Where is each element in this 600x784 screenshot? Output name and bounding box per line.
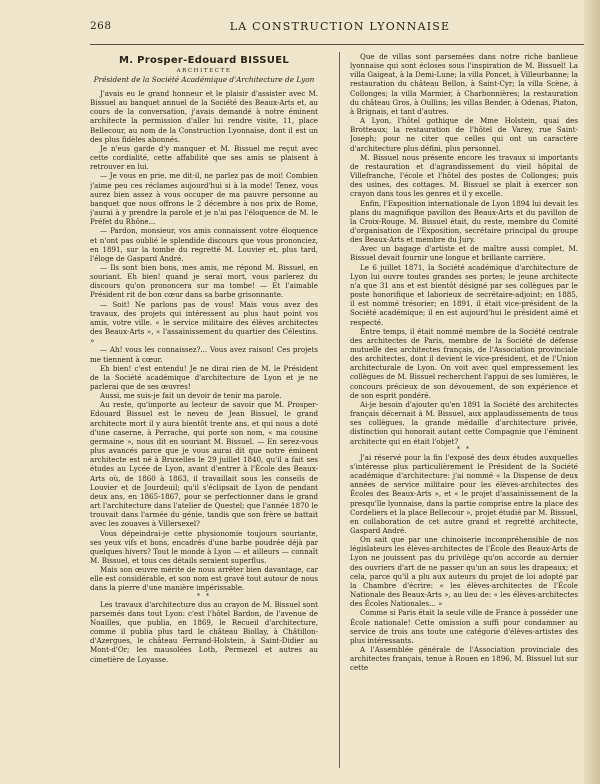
paragraph: Aussi, me suis-je fait un devoir de tenir ma parole. [100,391,282,401]
column-divider [339,52,340,768]
paragraph: A Lyon, l'hôtel gothique de Mme Holstein, quai des Brotteaux; la restauration de l'hôtel de Varey, rue Saint-Joseph; pour ne citer que celles qui ont un caractère d'architecture plus défini, plus personnel. [350,116,578,153]
paragraph: A l'Assemblée générale de l'Association provinciale des architectes français, tenue à Rouen en 1896, M. Bissuel lut sur cette [350,645,578,673]
header-rule [90,44,586,45]
section-separator: * * [197,592,211,600]
paragraph: — Je vous en prie, me dit-il, ne parlez pas de moi! Combien j'aime peu ces réclames aujourd'hui si à la mode! Tenez, vous aurez bien assez à vous occuper de ma pauvre personne au banquet que nous offrons le 2 décembre à nos prix de Rome, j'aurai à y prendre la parole et je n'ai pas l'éloquence de M. le Préfet du Rhône... [90,171,318,227]
paragraph: Mais son œuvre mérite de nous arrêter bien davantage, car elle est considérable, et son nom est gravé tout autour de nous dans la pierre d'une manière impérissable. [90,565,318,593]
article-role: Président de la Société Académique d'Architecture de Lyon [93,75,315,84]
paragraph: J'ai réservé pour la fin l'exposé des deux études auxquelles s'intéresse plus particulièrement le Président de la Société académique d'architecture: j'ai nommé « la Dispense de deux années de service militaire pour les élèves-architectes des Écoles des Beaux-Arts », et « le projet d'assainissement de la presqu'île lyonnaise, dans la partie comprise entre la place des Cordeliers et la place Bellecour », projet étudié par M. Bissuel, en collaboration de cet autre grand et regretté architecte, Gaspard André. [350,452,578,535]
page-header [90,20,590,40]
paragraph: M. Bissuel nous présente encore les travaux si importants de restauration et d'agrandissement du vieil hôpital de Villefranche, l'école et l'hôtel des postes de Collonges; puis des usines, des cottages. M. Bissuel se plait à exercer son crayon dans tous les genres et il y excelle. [350,152,578,199]
left-column [90,52,318,772]
article-title: M. Prosper-Edouard BISSUEL [118,55,290,66]
paragraph: — Ah! vous les connaissez?... Vous avez raison! Ces projets me tiennent à cœur. [90,345,318,364]
paragraph: Avec un bagage d'artiste et de maître aussi complet, M. Bissuel devait fournir une longue et brillante carrière. [350,244,578,263]
paragraph: Comme si Paris était la seule ville de France à posséder une École nationale! Cette omission a suffi pour condamner au service de trois ans toute une catégorie d'élèves-artistes des plus intéressants. [350,608,578,645]
paragraph: — Soit! Ne parlons pas de vous! Mais vous avez des travaux, des projets qui intéressent au plus haut point vos amis, votre ville. « le service militaire des élèves architectes des Beaux-Arts », « l'assainissement du quartier des Célestins. » [90,299,318,346]
right-column [350,52,578,772]
paragraph: Entre temps, il était nommé membre de la Société centrale des architectes de Paris, membre de la Société de défense mutuelle des architectes français, de l'Association provinciale des architectes, dont il devient le vice-président, et de l'Union architecturale de Lyon. On voit avec quel empressement les collègues de M. Bissuel recherchent l'appui de ses lumières, le concours précieux de son dévouement, de son expérience et de son esprit pondéré. [350,326,578,400]
paragraph: Que de villas sont parsemées dans notre riche banlieue lyonnaise qui sont écloses sous l'inspiration de M. Bissuel! La villa Gaigeat, à la Demi-Lune; la villa Poncet, à Villeurbanne; la restauration du château Bellon, à Saint-Cyr; la villa Scène, à Collonges; la villa Marmier, à Charbonnières; la restauration du château Gros, à Oullins; les villas Bender, à Odenas, Piaton, à Brignais, et tant d'autres. [350,52,578,116]
paragraph: Au reste, qu'importe au lecteur de savoir que M. Prosper-Edouard Bissuel est le neveu de Jean Bissuel, le grand architecte mort il y aura bientôt trente ans, et qui nous a doté d'une caserne, à Perrache, qui porte son nom, « ma cousine germaine », nous dit en souriant M. Bissuel. — En serez-vous plus avancés parce que je vous aurai dit que notre éminent architecte est né à Bruxelles le 29 juillet 1840, qu'il a fait ses études au Lycée de Lyon, avant d'entrer à l'École des Beaux-Arts où, de 1860 à 1863, il travaillait sous les conseils de Louvier et de Jourdeuil; qu'il s'éclipsait de Lyon de pendant deux ans, en 1865-1867, pour se perfectionner dans le grand art l'architecture dans l'atelier de Questel; que l'année 1870 le trouvait dans l'armée du génie, tandis que son frère se battait avec les zouaves à Villersexel? [90,400,318,529]
paragraph: Les travaux d'architecture dus au crayon de M. Bissuel sont parsemés dans tout Lyon: c'est l'hôtel Bardon, de l'avenue de Noailles, que publia, en 1869, le Recueil d'architecture, comme il publia plus tard le château Biollay, à Châtillon-d'Azergues, le château Ferrand-Holstein, à Saint-Didier au Mont-d'Or; les mausolées Loth, Permezel et autres au cimetière de Loyasse. [90,599,318,664]
page-number: 268 [90,20,112,32]
page-binding-edge [584,0,600,784]
paragraph: Vous dépeindrai-je cette physionomie toujours souriante, ses yeux vifs et bons, encadrés d'une barbe poudrée déjà par quelques hivers? Tout le monde à Lyon — et ailleurs — connaît M. Bissuel, et tous ces détails seraient superflus. [90,528,318,565]
paragraph: Eh bien! c'est entendu! Je ne dirai rien de M. le Président de la Société académique d'architecture de Lyon et je ne parlerai que de ses œuvres! [90,363,318,391]
paragraph: Je n'eus garde d'y manquer et M. Bissuel me reçut avec cette cordialité, cette affabilité que ses amis se plaisent à retrouver en lui. [90,143,318,172]
article-subtitle: ARCHITECTE [176,68,232,74]
section-separator: * * [457,445,471,453]
paragraph: Ai-je besoin d'ajouter qu'en 1891 la Société des architectes français décernait à M. Bissuel, aux applaudissements de tous ses collègues, la grande médaille d'architecture privée, distinction qui honorait autant cette Compagnie que l'éminent architecte qui en était l'objet? [350,399,578,446]
paragraph: — Pardon, monsieur, vos amis connaissent votre éloquence et n'ont pas oublié le splendide discours que vous prononciez, en 1891, sur la tombe du regretté M. Louvier et, plus tard, l'éloge de Gaspard André. [90,226,318,263]
paragraph: Enfin, l'Exposition internationale de Lyon 1894 lui devait les plans du magnifique pavillon des Beaux-Arts et du pavillon de la Croix-Rouge. M. Bissuel était, du reste, membre du Comité d'organisation de l'Exposition, secrétaire principal du groupe des Beaux-Arts et membre du Jury. [350,198,578,245]
paragraph: On sait que par une chinoiserie incompréhensible de nos législateurs les élèves-architectes de l'École des Beaux-Arts de Lyon ne jouissent pas du privilège qu'on accorde au dernier des ouvriers d'art de ne passer qu'un an sous les drapeaux; et cela, parce qu'il a plu aux auteurs du projet de loi adopté par la Chambre d'écrire: « les élèves-architectes de l'École Nationale des Beaux-Arts », au lieu de: « les élèves-architectes des Écoles Nationales... » [350,535,578,609]
paragraph: Le 6 juillet 1871, la Société académique d'architecture de Lyon lui ouvre toutes grandes ses portes; le jeune architecte n'a que 31 ans et est bientôt désigné par ses collègues par le poste honorifique et laborieux de secrétaire-adjoint; en 1885, il est nommé trésorier; en 1891, il était vice-président de la Société académique; il en est aujourd'hui le président aimé et respecté. [350,262,578,327]
running-title: LA CONSTRUCTION LYONNAISE [229,20,451,33]
paragraph: — Ils sont bien bons, mes amis, me répond M. Bissuel, en souriant. Eh bien! quand je serai mort, vous parlerez du discours qu'on prononcera sur ma tombe! — Et l'aimable Président rit de bon cœur dans sa barbe grisonnante. [90,262,318,300]
paragraph: J'avais eu le grand honneur et le plaisir d'assister avec M. Bissuel au banquet annuel de la Société des Beaux-Arts et, au cours de la conversation, j'avais demandé à notre éminent architecte la permission d'aller lui rendre visite, 11, place Bellecour, au nom de la Construction Lyonnaise, dont il est un des plus fidèles abonnés. [90,89,318,144]
